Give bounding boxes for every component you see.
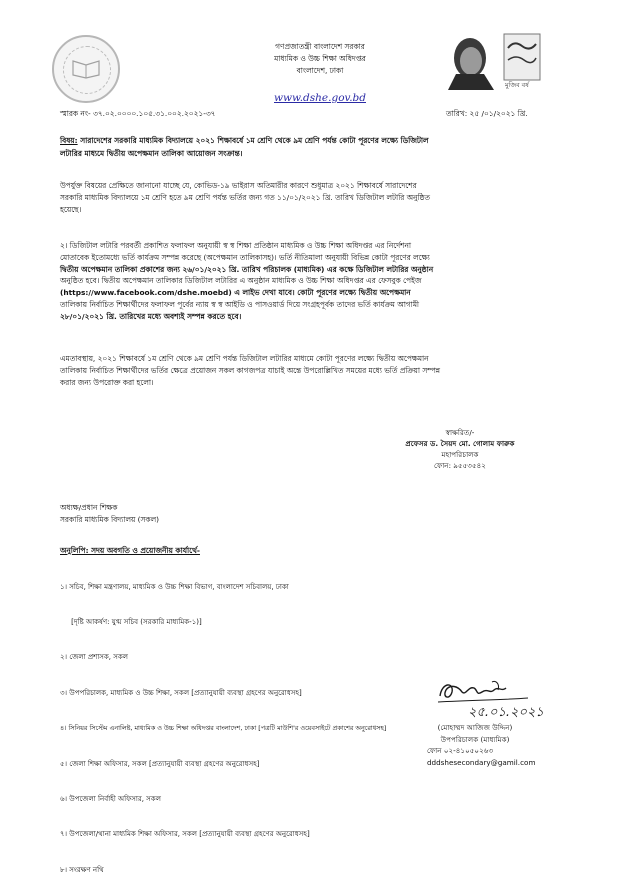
cc-list xyxy=(60,558,386,888)
subject-label: বিষয়: xyxy=(60,136,78,145)
header-line-1: গণপ্রজাতন্ত্রী বাংলাদেশ সরকার xyxy=(275,42,365,51)
signatory-2-title: উপপরিচালক (মাধ্যমিক) xyxy=(440,734,510,744)
handwritten-signature xyxy=(432,676,567,722)
cc-item: ৪। সিনিয়র সিস্টেম এনালিষ্ট, মাধ্যমিক ও উচ্চ শিক্ষা অধিদপ্তর বাংলাদেশ, ঢাকা [পত্রটি মাউশি'র ওয়েবসাইটে প্রকাশের অনুরোধসহ] xyxy=(60,724,387,733)
paragraph-line: দ্বিতীয় অপেক্ষমান তালিকা প্রকাশের জন্য ২৬/০১/২০২১ খ্রি. তারিখ পরিচালক (মাধ্যমিক) এর কক্ষে ডিজিটাল লটারির অনুষ্ঠান xyxy=(60,264,434,274)
paragraph-line: তালিকায় নির্বাচিত শিক্ষার্থীদের ভর্তির ক্ষেত্রে প্রয়োজন সকল কাগজপত্র যাচাই অন্তে উপরোল্লিখিত সময়ের মধ্যে ভর্তি প্রক্রিয়া সম্পন্ন xyxy=(60,365,441,375)
cc-item: ৫। জেলা শিক্ষা অফিসার, সকল [প্রত্যানুযায়ী ব্যবস্থা গ্রহণের অনুরোধসহ] xyxy=(60,759,260,768)
signatory-2-email[interactable]: dddshesecondary@gamil.com xyxy=(427,757,536,767)
signatory-2 xyxy=(420,722,530,745)
cc-item: ১। সচিব, শিক্ষা মন্ত্রণালয়, মাধ্যমিক ও উচ্চ শিক্ষা বিভাগ, বাংলাদেশ সচিবালয়, ঢাকা xyxy=(60,582,289,591)
addressee-line-1: অধ্যক্ষ/প্রধান শিক্ষক xyxy=(60,503,118,512)
paragraph-3 xyxy=(60,353,560,388)
subject-line-2: লটারির মাধ্যমে দ্বিতীয় অপেক্ষমান তালিকা আয়োজন সংক্রান্ত। xyxy=(60,149,243,158)
signatory-1-phone: ফোন: ৯৫৫৩৫৪২ xyxy=(434,461,486,470)
cc-item: ৬। উপজেলা নির্বাহী অফিসার, সকল xyxy=(60,794,161,803)
government-seal-logo xyxy=(52,35,120,103)
subject-line-1 xyxy=(60,135,429,146)
subject-text-1: সারাদেশের সরকারি মাধ্যমিক বিদ্যালয়ে ২০২১ শিক্ষাবর্ষে ১ম শ্রেণি থেকে ৯ম শ্রেণি পর্যন্ত কোটা পূরণের লক্ষ্যে ডিজিটাল xyxy=(80,136,429,145)
memo-date: তারিখ: ২৫ /০১/২০২১ খ্রি. xyxy=(446,109,528,118)
paragraph-2 xyxy=(60,240,560,323)
paragraph-line: মোতাবেক ইতোমধ্যে ভর্তি কার্যক্রম সম্পন্ন করেছে (অপেক্ষমান তালিকাসহ)। ভর্তি নীতিমালা অনুযায়ী বিভিন্ন কোটা পূরণের লক্ষ্যে xyxy=(60,252,430,262)
mujib-borsho-label: মুজিব বর্ষ xyxy=(505,81,529,89)
signed-mark: স্বাক্ষরিত/- xyxy=(445,428,475,437)
website-link[interactable]: www.dshe.gov.bd xyxy=(274,92,366,104)
memo-number: স্মারক নং- ৩৭.০২.০০০০.১০৫.৩১.০০২.২০২১-৩৭ xyxy=(60,109,216,118)
book-emblem-icon xyxy=(71,57,101,79)
paragraph-line: উপর্যুক্ত বিষয়ের প্রেক্ষিতে জানানো যাচ্ছে যে, কোভিড-১৯ ভাইরাস অতিমারীর কারণে শুধুমাত্র ২০২১ শিক্ষাবর্ষে সারাদেশের xyxy=(60,181,417,190)
paragraph-line: সরকারি মাধ্যমিক বিদ্যালয়ে ১ম শ্রেণি হতে ৯ম শ্রেণি পর্যন্ত ভর্তির জন্য গত ১১/০১/২০২১ খ্রি. তারিখ ডিজিটাল লটারি অনুষ্ঠিত xyxy=(60,192,430,202)
signatory-1 xyxy=(360,427,560,471)
signatory-2-name: (মোহাম্মদ আজিজ উদ্দিন) xyxy=(437,723,513,732)
paragraph-line: এমতাবস্থায়, ২০২১ শিক্ষাবর্ষে ১ম শ্রেণি থেকে ৯ম শ্রেণি পর্যন্ত ডিজিটাল লটারির মাধ্যমে কোটা পূরণের লক্ষ্যে দ্বিতীয় অপেক্ষমান xyxy=(60,354,429,363)
facebook-link-line[interactable]: (https://www.facebook.com/dshe.moebd) এ লাইভ দেখা যাবে। কোটা পূরণের লক্ষ্যে দ্বিতীয় অপেক্ষমান xyxy=(60,288,411,298)
paragraph-line: ২। ডিজিটাল লটারি পরবর্তী প্রকাশিত ফলাফল অনুযায়ী স্ব স্ব শিক্ষা প্রতিষ্ঠান মাধ্যমিক ও উচ্চ শিক্ষা অধিদপ্তর এর নির্দেশনা xyxy=(60,241,412,250)
cc-item: [দৃষ্টি আকর্ষণ: যুগ্ম সচিব (সরকারি মাধ্যমিক-১)] xyxy=(60,617,202,626)
paragraph-line: করার জন্য উপরোক্ত করা হলো। xyxy=(60,377,154,387)
cc-item: ৮। সংরক্ষণ নথি xyxy=(60,865,104,874)
signatory-1-title: মহাপরিচালক xyxy=(441,450,479,459)
signatory-1-name: প্রফেসর ড. সৈয়দ মো. গোলাম ফারুক xyxy=(405,439,515,448)
signatory-2-contact xyxy=(427,745,535,768)
cc-item: ৭। উপজেলা/থানা মাধ্যমিক শিক্ষা অফিসার, সকল [প্রত্যানুযায়ী ব্যবস্থা গ্রহণের অনুরোধসহ] xyxy=(60,830,310,839)
paragraph-line: ২৮/০১/২০২১ খ্রি. তারিখের মধ্যে অবশ্যই সম্পন্ন করতে হবে। xyxy=(60,311,242,321)
cc-item: ২। জেলা প্রশাসক, সকল xyxy=(60,653,128,662)
signature-date: ২৫.০১.২০২১ xyxy=(468,705,544,720)
paragraph-line: হয়েছে। xyxy=(60,204,82,214)
cc-item: ৩। উপপরিচালক, মাধ্যমিক ও উচ্চ শিক্ষা, সকল [প্রত্যানুযায়ী ব্যবস্থা গ্রহণের অনুরোধসহ] xyxy=(60,688,302,697)
cc-title: অনুলিপি: সদয় অবগতি ও প্রয়োজনীয় কার্যার্থে- xyxy=(60,546,200,555)
paragraph-1 xyxy=(60,180,560,215)
addressee-line-2: সরকারি মাধ্যমিক বিদ্যালয় (সকল) xyxy=(60,515,159,524)
header-line-2: মাধ্যমিক ও উচ্চ শিক্ষা অধিদপ্তর xyxy=(274,54,366,63)
header-line-3: বাংলাদেশ, ঢাকা xyxy=(296,66,344,75)
paragraph-line: তালিকায় নির্বাচিত শিক্ষার্থীদের ফলাফল পূর্বের ন্যায় স্ব স্ব আইডি ও পাসওয়ার্ড দিয়ে সংগ্রহপূর্বক তাদের ভর্তি কার্যক্রম আগামী xyxy=(60,299,420,309)
signatory-2-phone: ফোন ০২-৪১০৫০২৬৩ xyxy=(427,746,494,755)
paragraph-line: অনুষ্ঠিত হবে। দ্বিতীয় অপেক্ষমান তালিকার ডিজিটাল লটারির এ অনুষ্ঠান মাধ্যমিক ও উচ্চ শিক্ষা অধিদপ্তর এর ফেসবুক পেইজ xyxy=(60,276,422,286)
